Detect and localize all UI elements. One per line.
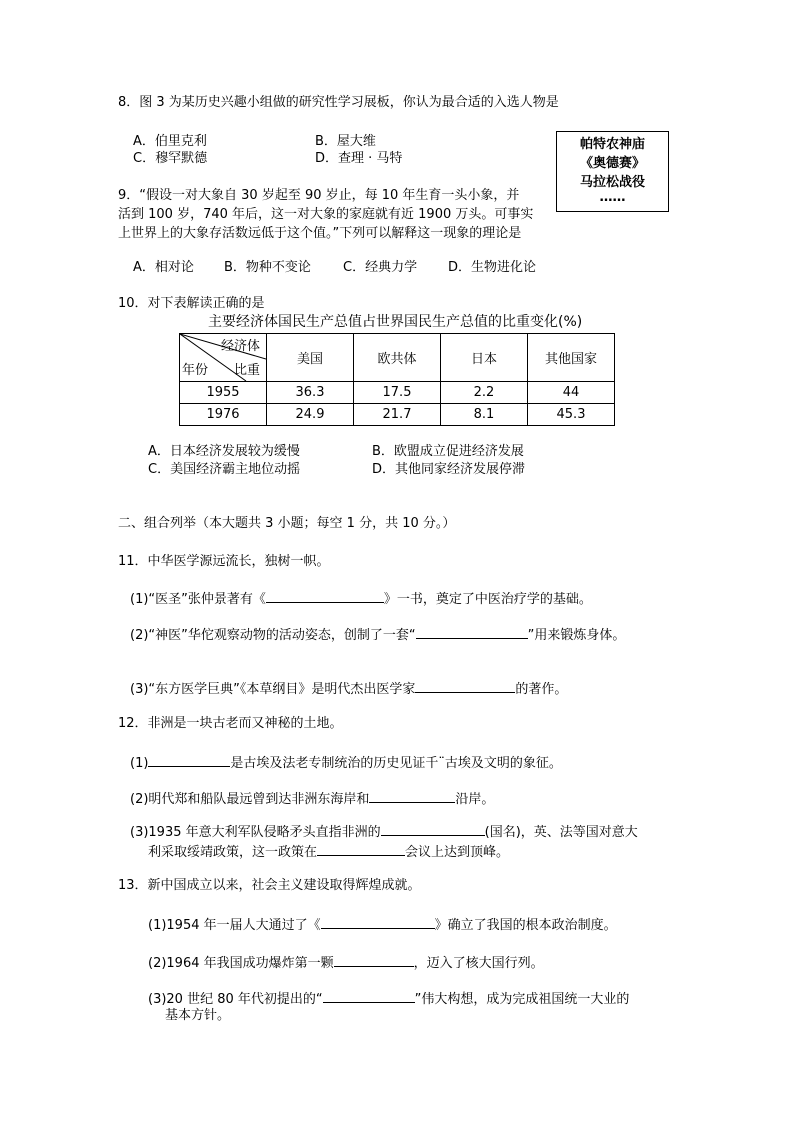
text: (2)“神医”华佗观察动物的活动姿态，创制了一套“ [130, 628, 416, 643]
board-line: …… [599, 190, 626, 205]
q8-option-d: D．查理 · 马特 [315, 151, 403, 166]
q9-line: 上世界上的大象存活数远低于这个值。”下列可以解释这一现象的理论是 [118, 226, 522, 241]
q12-stem: 12．非洲是一块古老而又神秘的土地。 [118, 716, 343, 731]
text: ，迈入了核大国行列。 [413, 956, 544, 971]
q13-part1 [148, 916, 617, 934]
text: (3)1935 年意大利军队侵略矛头直指非洲的 [130, 825, 381, 840]
answer-blank[interactable] [321, 916, 435, 929]
q12-part2 [130, 790, 494, 808]
cell: 45.3 [528, 404, 615, 426]
header-cell: 其他国家 [528, 334, 615, 382]
text: 是古埃及法老专制统治的历史见证千¨古埃及文明的象征。 [230, 756, 562, 771]
text: ”伟大构想，成为完成祖国统一大业的 [414, 992, 630, 1007]
q8-option-a: A．伯里克利 [133, 134, 207, 149]
text: 》一书，奠定了中医治疗学的基础。 [383, 592, 592, 607]
table-row [180, 404, 615, 426]
cell: 36.3 [267, 382, 354, 404]
answer-blank[interactable] [317, 843, 405, 856]
exhibit-board [556, 131, 669, 212]
answer-blank[interactable] [415, 680, 515, 693]
q10-option-d: D．其他同家经济发展停滞 [372, 462, 526, 477]
cell: 2.2 [441, 382, 528, 404]
cell: 17.5 [354, 382, 441, 404]
text: 沿岸。 [455, 792, 495, 807]
q12-part3 [130, 823, 638, 841]
q12-part3-cont [148, 843, 509, 861]
text: (2)1964 年我国成功爆炸第一颗 [148, 956, 334, 971]
board-line: 马拉松战役 [579, 175, 645, 190]
cell: 24.9 [267, 404, 354, 426]
answer-blank[interactable] [148, 754, 230, 767]
header-cell: 美国 [267, 334, 354, 382]
cell: 1955 [180, 382, 267, 404]
answer-blank[interactable] [369, 790, 455, 803]
section-heading: 二、组合列举（本大题共 3 小题；每空 1 分，共 10 分。） [118, 516, 456, 531]
q13-part2 [148, 954, 544, 972]
q11-part3 [130, 680, 567, 698]
q10-stem: 10．对下表解读正确的是 [118, 296, 265, 311]
q9-line: 活到 100 岁，740 年后，这一对大象的家庭就有近 1900 万头。可事实 [118, 207, 534, 222]
q9-option-a: A．相对论 [133, 260, 194, 275]
q8-option-c: C．穆罕默德 [133, 151, 208, 166]
header-cell: 日本 [441, 334, 528, 382]
q9-line: 9．“假设一对大象自 30 岁起至 90 岁止，每 10 年生育一头小象，并 [118, 188, 520, 203]
cell: 21.7 [354, 404, 441, 426]
board-line: 《奥德赛》 [579, 156, 645, 171]
q11-stem: 11．中华医学源远流长，独树一帜。 [118, 554, 330, 569]
text: (2)明代郑和船队最远曾到达非洲东海岸和 [130, 792, 370, 807]
q12-part1 [130, 754, 562, 772]
corner-right-label: 比重 [233, 363, 260, 378]
q8-stem: 8．图 3 为某历史兴趣小组做的研究性学习展板，你认为最合适的入选人物是 [118, 95, 559, 110]
text: 利采取绥靖政策，这一政策在 [148, 845, 318, 860]
answer-blank[interactable] [323, 990, 415, 1003]
text: (3)20 世纪 80 年代初提出的“ [148, 992, 323, 1007]
text: ”用来锻炼身体。 [527, 628, 626, 643]
q13-part3-cont: 基本方针。 [165, 1008, 231, 1023]
q11-part2 [130, 626, 625, 644]
q10-option-b: B．欧盟成立促进经济发展 [372, 444, 524, 459]
q13-stem: 13．新中国成立以来，社会主义建设取得辉煌成就。 [118, 878, 421, 893]
q10-option-c: C．美国经济霸主地位动摇 [148, 462, 301, 477]
q9-option-b: B．物种不变论 [224, 260, 311, 275]
text: 的著作。 [515, 682, 568, 697]
text: (1) [130, 756, 149, 771]
table-caption: 主要经济体国民生产总值占世界国民生产总值的比重变化(%) [208, 314, 583, 330]
corner-top-label: 经济体 [220, 339, 260, 354]
q13-part3 [148, 990, 629, 1008]
answer-blank[interactable] [334, 954, 414, 967]
answer-blank[interactable] [416, 626, 528, 639]
text: (1)1954 年一届人大通过了《 [148, 918, 321, 933]
gdp-table [179, 333, 615, 426]
text: (国名)，英、法等国对意大 [484, 825, 638, 840]
q11-part1 [130, 590, 592, 608]
table-corner [180, 334, 267, 382]
answer-blank[interactable] [266, 590, 384, 603]
cell: 1976 [180, 404, 267, 426]
answer-blank[interactable] [381, 823, 485, 836]
text: 会议上达到顶峰。 [405, 845, 510, 860]
cell: 8.1 [441, 404, 528, 426]
q9-option-d: D．生物进化论 [448, 260, 537, 275]
q8-option-b: B．屋大维 [315, 134, 376, 149]
cell: 44 [528, 382, 615, 404]
corner-left-label: 年份 [182, 363, 209, 378]
text: 》确立了我国的根本政治制度。 [434, 918, 617, 933]
q10-option-a: A．日本经济发展较为缓慢 [148, 444, 300, 459]
board-line: 帕特农神庙 [579, 137, 645, 152]
header-cell: 欧共体 [354, 334, 441, 382]
text: (3)“东方医学巨典”《本草纲目》是明代杰出医学家 [130, 682, 416, 697]
table-row [180, 382, 615, 404]
q9-option-c: C．经典力学 [343, 260, 418, 275]
text: (1)“医圣”张仲景著有《 [130, 592, 266, 607]
